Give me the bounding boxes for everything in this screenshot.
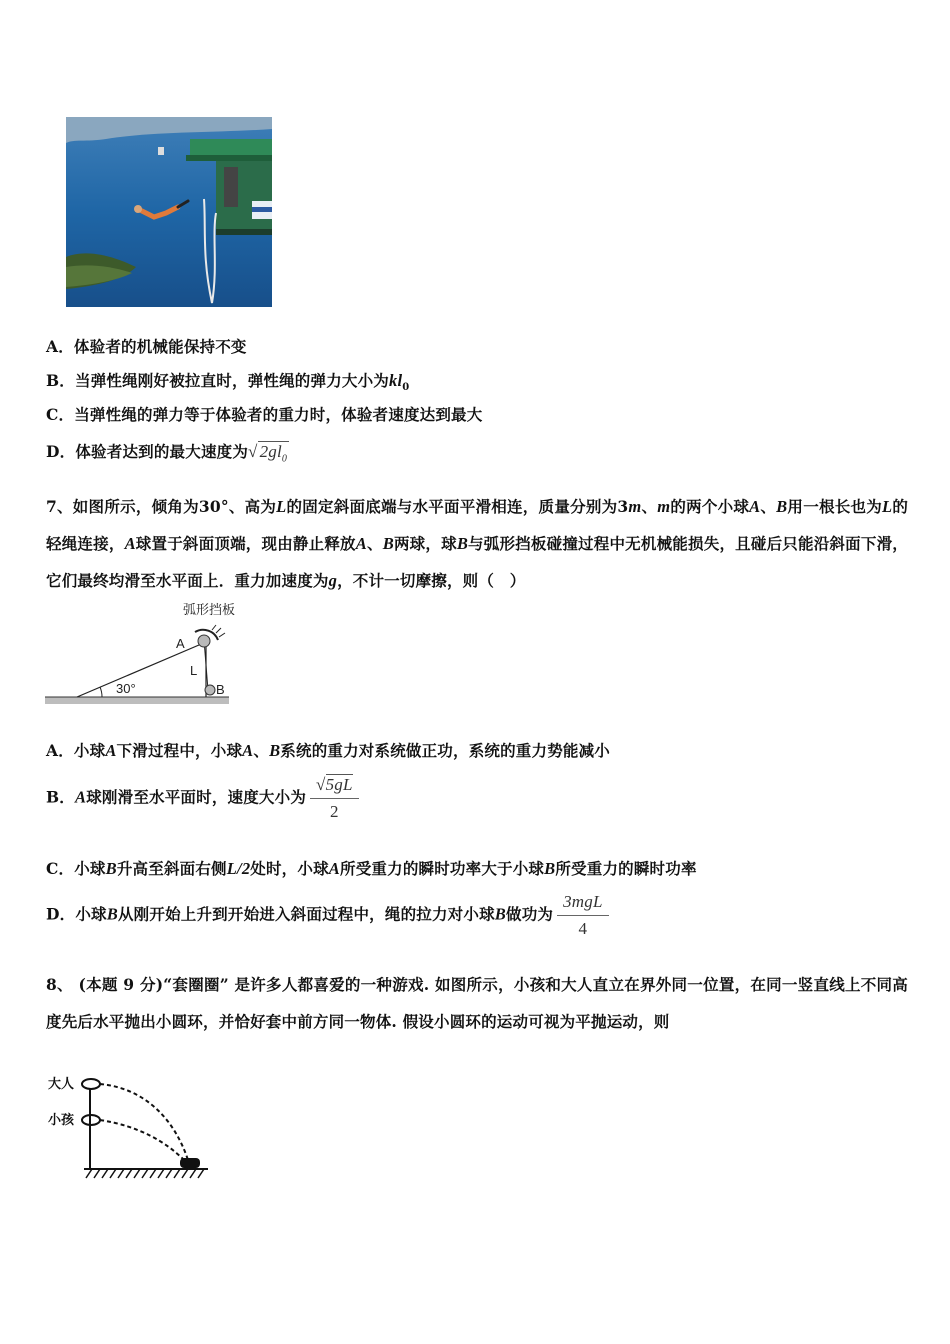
q7-var: m xyxy=(657,497,671,516)
q7-opt-part: 所受重力的瞬时功率 xyxy=(555,859,697,878)
adult-label: 大人 xyxy=(48,1077,75,1092)
q6-option-d-math: 2gl xyxy=(259,442,282,461)
q7-stem xyxy=(46,488,908,599)
q6-option-b xyxy=(46,369,409,393)
q7-stem-part: 7、如图所示，倾角为30°、高为 xyxy=(46,497,277,516)
q7-var: A xyxy=(124,534,136,553)
q7-stem-part: 、 xyxy=(760,497,777,516)
q7-option-b-den: 2 xyxy=(329,802,339,821)
q6-option-b-sub: 0 xyxy=(402,382,410,394)
child-label: 小孩 xyxy=(48,1113,75,1128)
q8-stem xyxy=(46,966,908,1040)
q7-opt-part: A．小球 xyxy=(46,741,106,760)
q7-opt-part: C．小球 xyxy=(46,859,106,878)
q7-option-d-fraction xyxy=(557,892,609,939)
q6-option-c-text: C．当弹性绳的弹力等于体验者的重力时，体验者速度达到最大 xyxy=(46,405,483,424)
q7-opt-part: 系统的重力对系统做正功，系统的重力势能减小 xyxy=(280,741,610,760)
q7-opt-part: D．小球 xyxy=(46,904,107,924)
q6-option-a xyxy=(46,335,247,357)
ball-a-label: A xyxy=(176,636,185,651)
q6-option-d-text: D．体验者达到的最大速度为 xyxy=(46,442,249,461)
q7-var: L/2 xyxy=(226,859,251,878)
q7-option-b-num: 5gL xyxy=(325,775,353,794)
q7-opt-part: 升高至斜面右侧 xyxy=(116,859,227,878)
q7-var: A xyxy=(242,741,254,760)
q7-opt-part: B． xyxy=(46,787,76,807)
q7-opt-part: 、 xyxy=(253,741,270,760)
q7-stem-part: 的固定斜面底端与水平面平滑相连，质量分别为3 xyxy=(286,497,629,516)
q7-stem-part: 与弧形挡板碰撞过程中无机械能损失，且碰后只能沿斜面下滑，它们最终均滑至水平面上．重力加速度为 xyxy=(46,534,908,590)
q6-option-d-sub: 0 xyxy=(281,453,288,465)
q6-option-c xyxy=(46,403,482,425)
q7-opt-part: 做功为 xyxy=(506,904,554,924)
q7-stem-part: 用一根长也为 xyxy=(787,497,882,516)
q7-option-b-fraction: $\frac{√5gL}{2}$ xyxy=(310,775,359,822)
q7-var: L xyxy=(276,497,287,516)
q7-opt-part: 下滑过程中，小球 xyxy=(116,741,243,760)
q6-option-d xyxy=(46,440,289,464)
q7-option-c xyxy=(46,857,697,879)
angle-label: 30° xyxy=(116,681,136,696)
q7-option-d xyxy=(46,892,609,939)
q7-var: B xyxy=(105,859,117,878)
q7-stem-part: 的轻绳连接， xyxy=(46,497,909,553)
q7-var: A xyxy=(355,534,367,553)
q7-var: A xyxy=(105,741,117,760)
q7-stem-part: 的两个小球 xyxy=(670,497,750,516)
q7-option-a xyxy=(46,739,610,761)
q7-incline-figure xyxy=(40,598,250,710)
q8-ring-toss-figure xyxy=(44,1068,216,1188)
q7-var: B xyxy=(106,904,118,924)
q7-option-d-den: 4 xyxy=(578,919,588,938)
q7-var: B xyxy=(544,859,556,878)
q7-opt-part: 处时，小球 xyxy=(250,859,329,878)
q7-opt-part: 所受重力的瞬时功率大于小球 xyxy=(340,859,545,878)
q7-var: A xyxy=(749,497,761,516)
q7-var: B xyxy=(382,534,394,553)
q8-stem-text: 8、 (本题 9 分)“套圈圈” 是许多人都喜爱的一种游戏. 如图所示，小孩和大人直立在界外同一位置，在同一竖直线上不同高度先后水平抛出小圆环，并恰好套中前方同一物体. 假设小圆环的运动可视为平抛运动，则 xyxy=(46,975,908,1031)
q6-option-b-math: kl xyxy=(389,371,403,390)
q7-var: g xyxy=(328,571,338,590)
bungee-jump-photo xyxy=(66,117,272,307)
q7-var: B xyxy=(456,534,469,553)
q7-var: A xyxy=(328,859,341,878)
q7-stem-part: 两球，球 xyxy=(393,534,457,553)
q7-opt-part: 球刚滑至水平面时，速度大小为 xyxy=(86,787,307,807)
q7-var: B xyxy=(776,497,788,516)
q7-stem-part: 、 xyxy=(641,497,658,516)
length-label: L xyxy=(190,663,198,678)
q7-stem-part: 球置于斜面顶端，现由静止释放 xyxy=(135,534,356,553)
q6-option-a-text: A．体验者的机械能保持不变 xyxy=(46,337,247,356)
q7-var: L xyxy=(881,497,893,516)
q7-var: A xyxy=(75,787,87,807)
q7-var: B xyxy=(494,904,506,924)
q7-stem-part: 、 xyxy=(366,534,383,553)
q7-option-b xyxy=(46,775,359,822)
q7-var: B xyxy=(269,741,281,760)
baffle-label: 弧形挡板 xyxy=(183,603,236,618)
q6-option-d-sqrt: √ $2gl_0$ xyxy=(248,442,288,465)
q6-option-b-text: B．当弹性绳刚好被拉直时，弹性绳的弹力大小为 xyxy=(46,371,390,390)
q7-var: m xyxy=(628,497,642,516)
q7-stem-part: ，不计一切摩擦，则（ ） xyxy=(337,571,526,590)
q7-option-d-num: 3mgL xyxy=(557,892,609,916)
q7-opt-part: 从刚开始上升到开始进入斜面过程中，绳的拉力对小球 xyxy=(117,904,495,924)
ball-b-label: B xyxy=(216,682,225,697)
